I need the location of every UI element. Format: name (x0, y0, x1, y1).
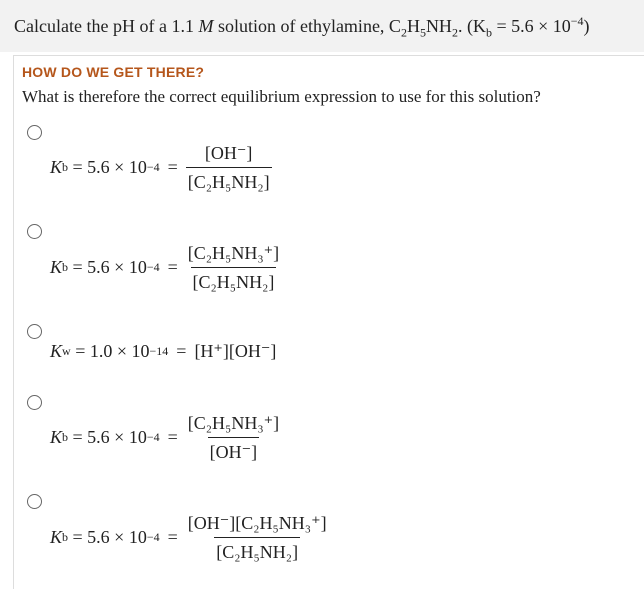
option-4-radio[interactable] (27, 395, 42, 410)
option-3-equation: K w = 1.0 × 10 −14 = [H⁺][OH⁻] (50, 341, 277, 361)
option-2-radio[interactable] (27, 224, 42, 239)
hint-card (13, 55, 644, 589)
section-heading: HOW DO WE GET THERE? (22, 64, 205, 80)
option-3-radio[interactable] (27, 324, 42, 339)
question-header (0, 0, 644, 52)
option-1-radio[interactable] (27, 125, 42, 140)
option-2-fraction: $\frac{\text{[C₂H₅NH₃⁺]}}{\text{[C₂H₅NH₂]}}$ (187, 243, 280, 292)
option-1-fraction: $\frac{[OH^-]}{\text{[C₂H₅NH₂]}}$ (187, 143, 270, 192)
option-5-radio[interactable] (27, 494, 42, 509)
question-text: Calculate the pH of a 1.1 M solution of ethylamine, $C_2H_5NH_2$. $(K_b = 5.6 \times 10^{-4})$ (14, 14, 590, 40)
option-1-equation: K b = 5.6 × 10 −4 = $\frac{[OH^-]}{\text{[C₂H₅NH₂]}}$ (50, 143, 270, 192)
option-5-equation: K b = 5.6 × 10 −4 = $\frac{\text{[OH⁻][C₂H₅NH₃⁺]}}{\text{[C₂H₅NH₂]}}$ (50, 513, 327, 562)
option-5-fraction: $\frac{\text{[OH⁻][C₂H₅NH₃⁺]}}{\text{[C₂H₅NH₂]}}$ (187, 513, 327, 562)
option-4-fraction: $\frac{\text{[C₂H₅NH₃⁺]}}{[OH^-]}$ (187, 413, 280, 462)
option-3-rhs: [H⁺][OH⁻] (194, 341, 277, 361)
option-4-equation: K b = 5.6 × 10 −4 = $\frac{\text{[C₂H₅NH₃⁺]}}{[OH^-]}$ (50, 413, 280, 462)
section-prompt: What is therefore the correct equilibrium expression to use for this solution? (22, 87, 541, 106)
option-2-equation: K b = 5.6 × 10 −4 = $\frac{\text{[C₂H₅NH₃⁺]}}{\text{[C₂H₅NH₂]}}$ (50, 243, 280, 292)
